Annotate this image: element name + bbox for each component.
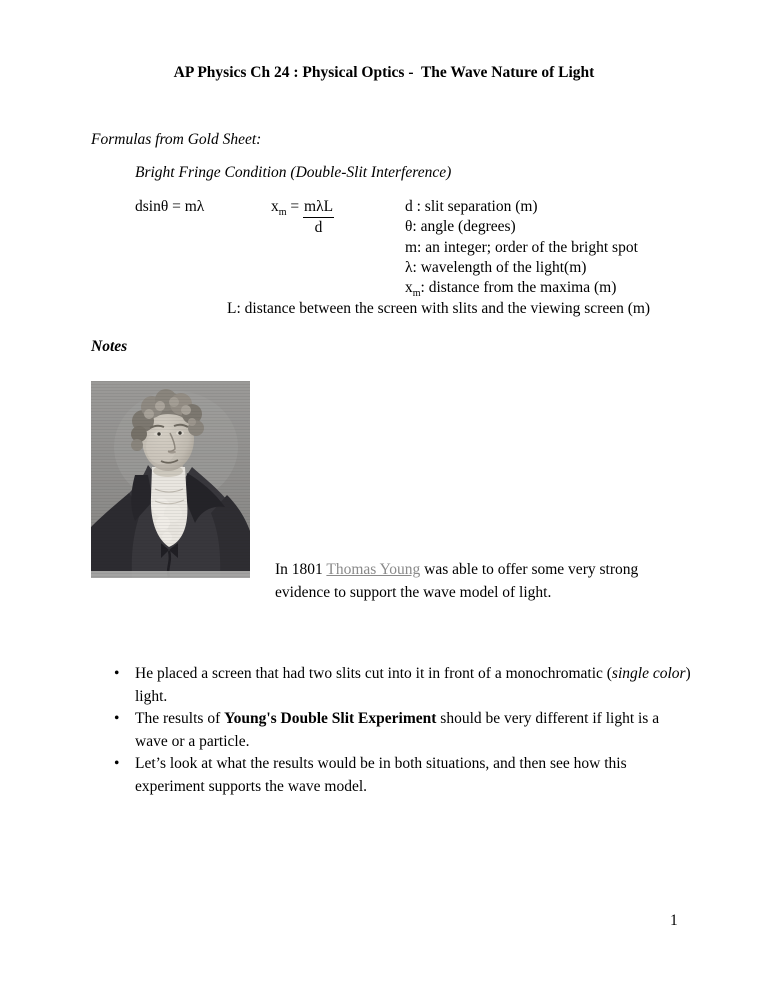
bullet-item-3: • Let’s look at what the results would be in both situations, and then see how this experiment supports the wave model. xyxy=(135,753,720,798)
equation-dsin-theta: dsinθ = mλ xyxy=(135,198,205,215)
bullet-item-1: • He placed a screen that had two slits cut into it in front of a monochromatic (single color) light. xyxy=(135,663,720,708)
definition-L: L: distance between the screen with slits and the viewing screen (m) xyxy=(227,300,651,317)
bullet-item-2: • The results of Young's Double Slit Experiment should be very different if light is a wave or a particle. xyxy=(135,708,720,753)
page-number: 1 xyxy=(670,912,678,929)
formulas-intro: Formulas from Gold Sheet: xyxy=(91,131,262,148)
variable-definitions-list xyxy=(405,197,638,298)
bullet-list xyxy=(135,663,720,798)
fraction-denominator: d xyxy=(314,219,323,236)
definition-xm: $x_m$: distance from the maxima (m) xyxy=(405,279,617,300)
equation-xm xyxy=(271,197,334,238)
definition-m: m: an integer; order of the bright spot xyxy=(405,238,638,256)
intro-paragraph: In 1801 Thomas Young was able to offer some very strong evidence to support the wave model of light. xyxy=(275,561,639,601)
fraction xyxy=(303,197,334,238)
fraction-numerator: mλL xyxy=(303,197,334,218)
page-title: AP Physics Ch 24 : Physical Optics - The Wave Nature of Light xyxy=(173,64,595,81)
definition-lambda: λ: wavelength of the light(m) xyxy=(405,258,587,276)
subscript-m: m xyxy=(278,207,287,219)
equation-xm-lhs: $x_m$ = xyxy=(271,198,304,219)
bright-fringe-condition-heading: Bright Fringe Condition (Double-Slit Interference) xyxy=(135,164,452,181)
notes-heading: Notes xyxy=(91,338,128,355)
subscript-m: m xyxy=(412,288,421,300)
definition-theta: θ: angle (degrees) xyxy=(405,218,516,236)
thomas-young-portrait xyxy=(91,381,250,578)
definition-d: d : slit separation (m) xyxy=(405,198,538,215)
thomas-young-link[interactable]: Thomas Young xyxy=(326,561,421,578)
thomas-young-portrait-engraving-icon xyxy=(91,381,250,578)
